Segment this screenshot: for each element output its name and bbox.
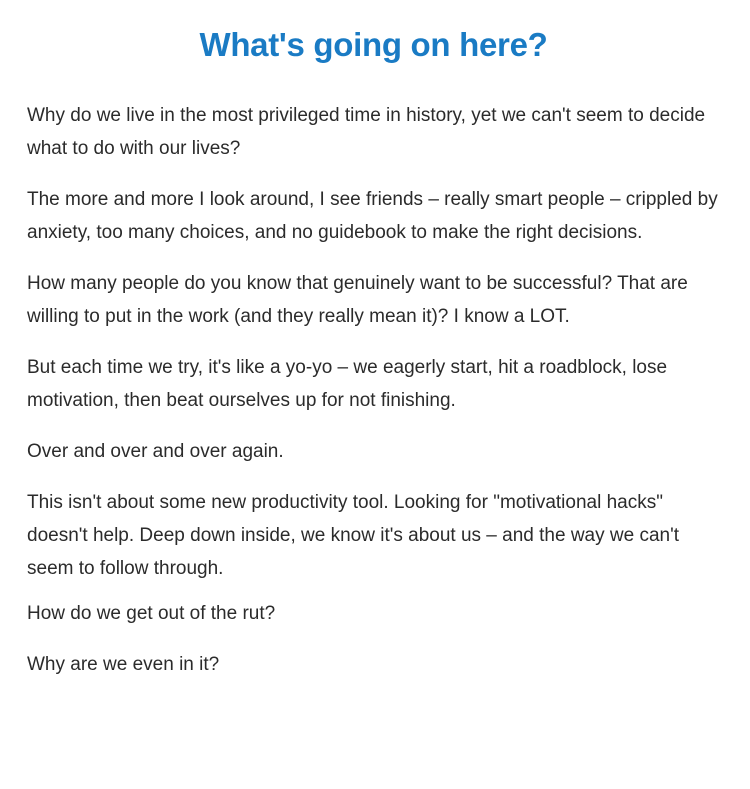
paragraph-privileged-time: Why do we live in the most privileged time in history, yet we can't seem to decide what to do with our lives? xyxy=(27,105,706,159)
article-title: What's going on here? xyxy=(199,26,548,63)
article-body xyxy=(27,99,720,681)
paragraph-why-in-it: Why are we even in it? xyxy=(27,654,220,675)
paragraph-friends-anxiety: The more and more I look around, I see friends – really smart people – crippled by anxiety, too many choices, and no guidebook to make the right decisions. xyxy=(27,189,718,243)
paragraph-not-productivity-tool: This isn't about some new productivity tool. Looking for "motivational hacks" doesn't help. Deep down inside, we know it's about us – and the way we can't seem to follow through. xyxy=(27,492,680,579)
paragraph-want-success: How many people do you know that genuinely want to be successful? That are willing to put in the work (and they really mean it)? I know a LOT. xyxy=(27,273,688,327)
paragraph-get-out-of-rut: How do we get out of the rut? xyxy=(27,603,276,624)
paragraph-over-and-over: Over and over and over again. xyxy=(27,441,284,462)
paragraph-yo-yo: But each time we try, it's like a yo-yo – we eagerly start, hit a roadblock, lose motivation, then beat ourselves up for not finishing. xyxy=(27,357,668,411)
